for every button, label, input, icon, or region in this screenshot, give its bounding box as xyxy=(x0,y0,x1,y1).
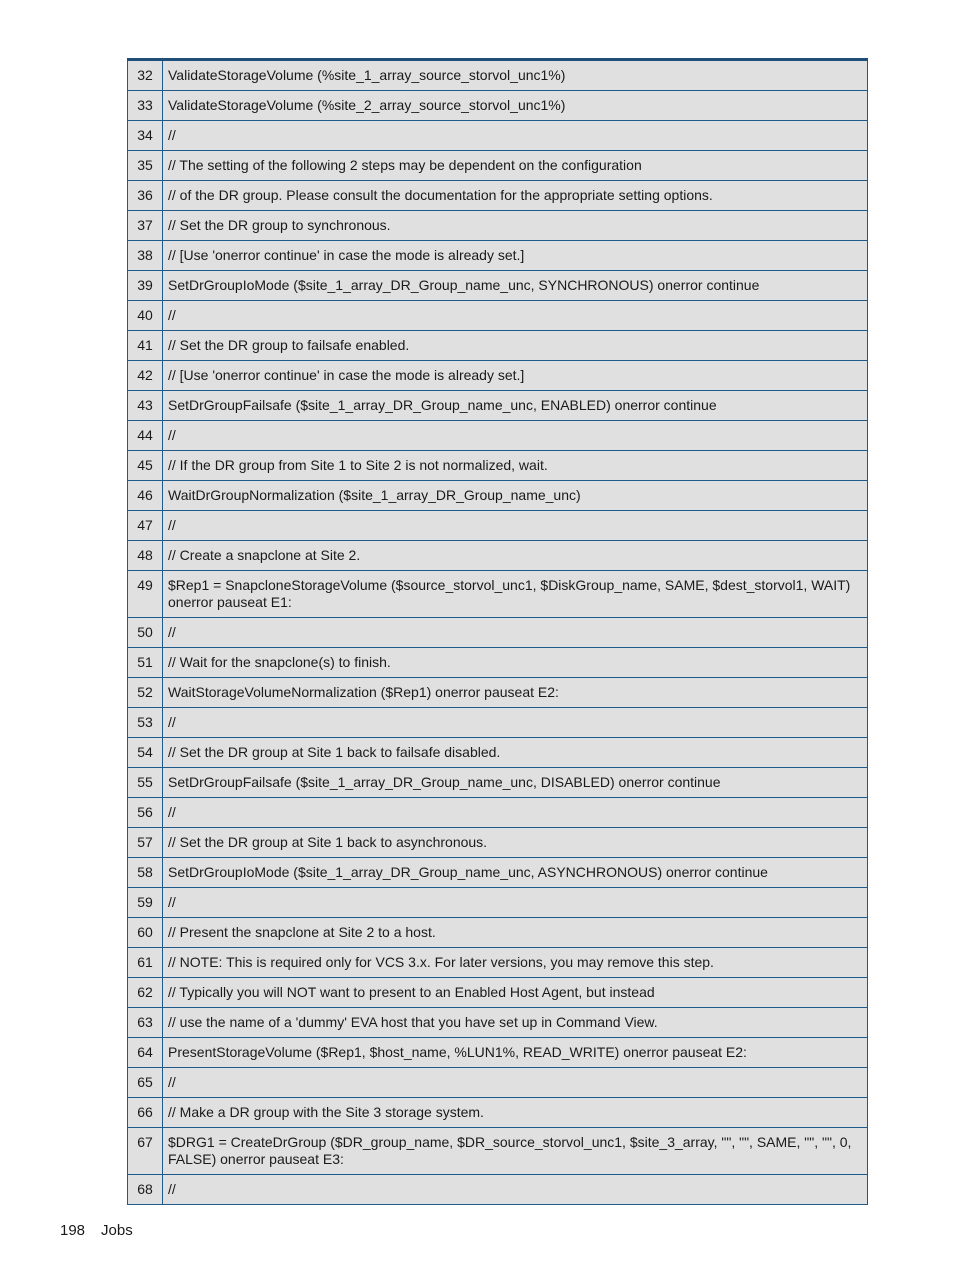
script-line: // Make a DR group with the Site 3 storage system. xyxy=(163,1098,868,1128)
table-row xyxy=(128,571,868,618)
line-number: 49 xyxy=(128,571,163,618)
script-line: ValidateStorageVolume (%site_1_array_source_storvol_unc1%) xyxy=(163,60,868,91)
line-number: 33 xyxy=(128,91,163,121)
script-line: // [Use 'onerror continue' in case the mode is already set.] xyxy=(163,361,868,391)
table-row xyxy=(128,678,868,708)
script-line: // xyxy=(163,888,868,918)
table-row xyxy=(128,888,868,918)
script-line: SetDrGroupIoMode ($site_1_array_DR_Group_name_unc, SYNCHRONOUS) onerror continue xyxy=(163,271,868,301)
script-line: $DRG1 = CreateDrGroup ($DR_group_name, $DR_source_storvol_unc1, $site_3_array, "", "", SAME, "", "", 0, FALSE) onerror pauseat E3: xyxy=(163,1128,868,1175)
line-number: 68 xyxy=(128,1175,163,1205)
table-row xyxy=(128,361,868,391)
script-line: // Set the DR group to failsafe enabled. xyxy=(163,331,868,361)
table-row xyxy=(128,1098,868,1128)
table-row xyxy=(128,618,868,648)
line-number: 40 xyxy=(128,301,163,331)
line-number: 39 xyxy=(128,271,163,301)
table-row xyxy=(128,978,868,1008)
table-row xyxy=(128,1068,868,1098)
line-number: 57 xyxy=(128,828,163,858)
script-line: // Wait for the snapclone(s) to finish. xyxy=(163,648,868,678)
script-line: // xyxy=(163,421,868,451)
line-number: 66 xyxy=(128,1098,163,1128)
script-line: WaitDrGroupNormalization ($site_1_array_DR_Group_name_unc) xyxy=(163,481,868,511)
line-number: 61 xyxy=(128,948,163,978)
line-number: 62 xyxy=(128,978,163,1008)
line-number: 63 xyxy=(128,1008,163,1038)
script-line: // NOTE: This is required only for VCS 3.x. For later versions, you may remove this step. xyxy=(163,948,868,978)
table-row xyxy=(128,181,868,211)
table-row xyxy=(128,798,868,828)
script-line: // xyxy=(163,708,868,738)
script-line: // Typically you will NOT want to present to an Enabled Host Agent, but instead xyxy=(163,978,868,1008)
table-row xyxy=(128,151,868,181)
line-number: 38 xyxy=(128,241,163,271)
script-line: // xyxy=(163,1175,868,1205)
script-line: // Create a snapclone at Site 2. xyxy=(163,541,868,571)
script-line: // xyxy=(163,618,868,648)
line-number: 53 xyxy=(128,708,163,738)
line-number: 35 xyxy=(128,151,163,181)
script-line: // xyxy=(163,798,868,828)
table-row xyxy=(128,828,868,858)
table-row xyxy=(128,60,868,91)
table-row xyxy=(128,91,868,121)
line-number: 43 xyxy=(128,391,163,421)
script-line: SetDrGroupFailsafe ($site_1_array_DR_Group_name_unc, ENABLED) onerror continue xyxy=(163,391,868,421)
script-line: // Set the DR group at Site 1 back to failsafe disabled. xyxy=(163,738,868,768)
table-row xyxy=(128,1175,868,1205)
table-row xyxy=(128,1008,868,1038)
script-line: // xyxy=(163,121,868,151)
line-number: 67 xyxy=(128,1128,163,1175)
script-line: $Rep1 = SnapcloneStorageVolume ($source_storvol_unc1, $DiskGroup_name, SAME, $dest_storvol1, WAIT) onerror pauseat E1: xyxy=(163,571,868,618)
line-number: 45 xyxy=(128,451,163,481)
script-line: // Present the snapclone at Site 2 to a host. xyxy=(163,918,868,948)
table-row xyxy=(128,421,868,451)
page-footer xyxy=(60,1222,133,1240)
job-script-table xyxy=(127,58,868,1205)
table-row xyxy=(128,1038,868,1068)
line-number: 51 xyxy=(128,648,163,678)
script-line: // If the DR group from Site 1 to Site 2 is not normalized, wait. xyxy=(163,451,868,481)
line-number: 52 xyxy=(128,678,163,708)
table-row xyxy=(128,331,868,361)
job-script-rows xyxy=(128,60,868,1205)
line-number: 59 xyxy=(128,888,163,918)
table-row xyxy=(128,948,868,978)
table-row xyxy=(128,918,868,948)
table-row xyxy=(128,211,868,241)
table-row xyxy=(128,708,868,738)
script-line: // xyxy=(163,1068,868,1098)
line-number: 48 xyxy=(128,541,163,571)
line-number: 37 xyxy=(128,211,163,241)
line-number: 44 xyxy=(128,421,163,451)
line-number: 42 xyxy=(128,361,163,391)
table-row xyxy=(128,738,868,768)
script-line: PresentStorageVolume ($Rep1, $host_name, %LUN1%, READ_WRITE) onerror pauseat E2: xyxy=(163,1038,868,1068)
script-line: SetDrGroupFailsafe ($site_1_array_DR_Group_name_unc, DISABLED) onerror continue xyxy=(163,768,868,798)
line-number: 50 xyxy=(128,618,163,648)
script-line: // xyxy=(163,301,868,331)
script-line: ValidateStorageVolume (%site_2_array_source_storvol_unc1%) xyxy=(163,91,868,121)
table-row xyxy=(128,1128,868,1175)
script-line: // of the DR group. Please consult the documentation for the appropriate setting options. xyxy=(163,181,868,211)
table-row xyxy=(128,858,868,888)
table-row xyxy=(128,121,868,151)
table-row xyxy=(128,511,868,541)
line-number: 64 xyxy=(128,1038,163,1068)
line-number: 47 xyxy=(128,511,163,541)
script-line: // xyxy=(163,511,868,541)
line-number: 34 xyxy=(128,121,163,151)
table-row xyxy=(128,271,868,301)
table-row xyxy=(128,301,868,331)
table-row xyxy=(128,541,868,571)
script-line: // Set the DR group at Site 1 back to asynchronous. xyxy=(163,828,868,858)
line-number: 32 xyxy=(128,60,163,91)
script-line: // Set the DR group to synchronous. xyxy=(163,211,868,241)
line-number: 54 xyxy=(128,738,163,768)
line-number: 46 xyxy=(128,481,163,511)
line-number: 65 xyxy=(128,1068,163,1098)
line-number: 36 xyxy=(128,181,163,211)
table-row xyxy=(128,481,868,511)
script-line: SetDrGroupIoMode ($site_1_array_DR_Group_name_unc, ASYNCHRONOUS) onerror continue xyxy=(163,858,868,888)
script-line: // use the name of a 'dummy' EVA host that you have set up in Command View. xyxy=(163,1008,868,1038)
page-number: 198 xyxy=(60,1222,86,1239)
line-number: 58 xyxy=(128,858,163,888)
section-name: Jobs xyxy=(101,1222,133,1239)
script-line: WaitStorageVolumeNormalization ($Rep1) onerror pauseat E2: xyxy=(163,678,868,708)
table-row xyxy=(128,648,868,678)
table-row xyxy=(128,391,868,421)
script-line: // [Use 'onerror continue' in case the mode is already set.] xyxy=(163,241,868,271)
line-number: 60 xyxy=(128,918,163,948)
line-number: 56 xyxy=(128,798,163,828)
table-row xyxy=(128,768,868,798)
line-number: 41 xyxy=(128,331,163,361)
line-number: 55 xyxy=(128,768,163,798)
table-row xyxy=(128,241,868,271)
table-row xyxy=(128,451,868,481)
script-line: // The setting of the following 2 steps may be dependent on the configuration xyxy=(163,151,868,181)
